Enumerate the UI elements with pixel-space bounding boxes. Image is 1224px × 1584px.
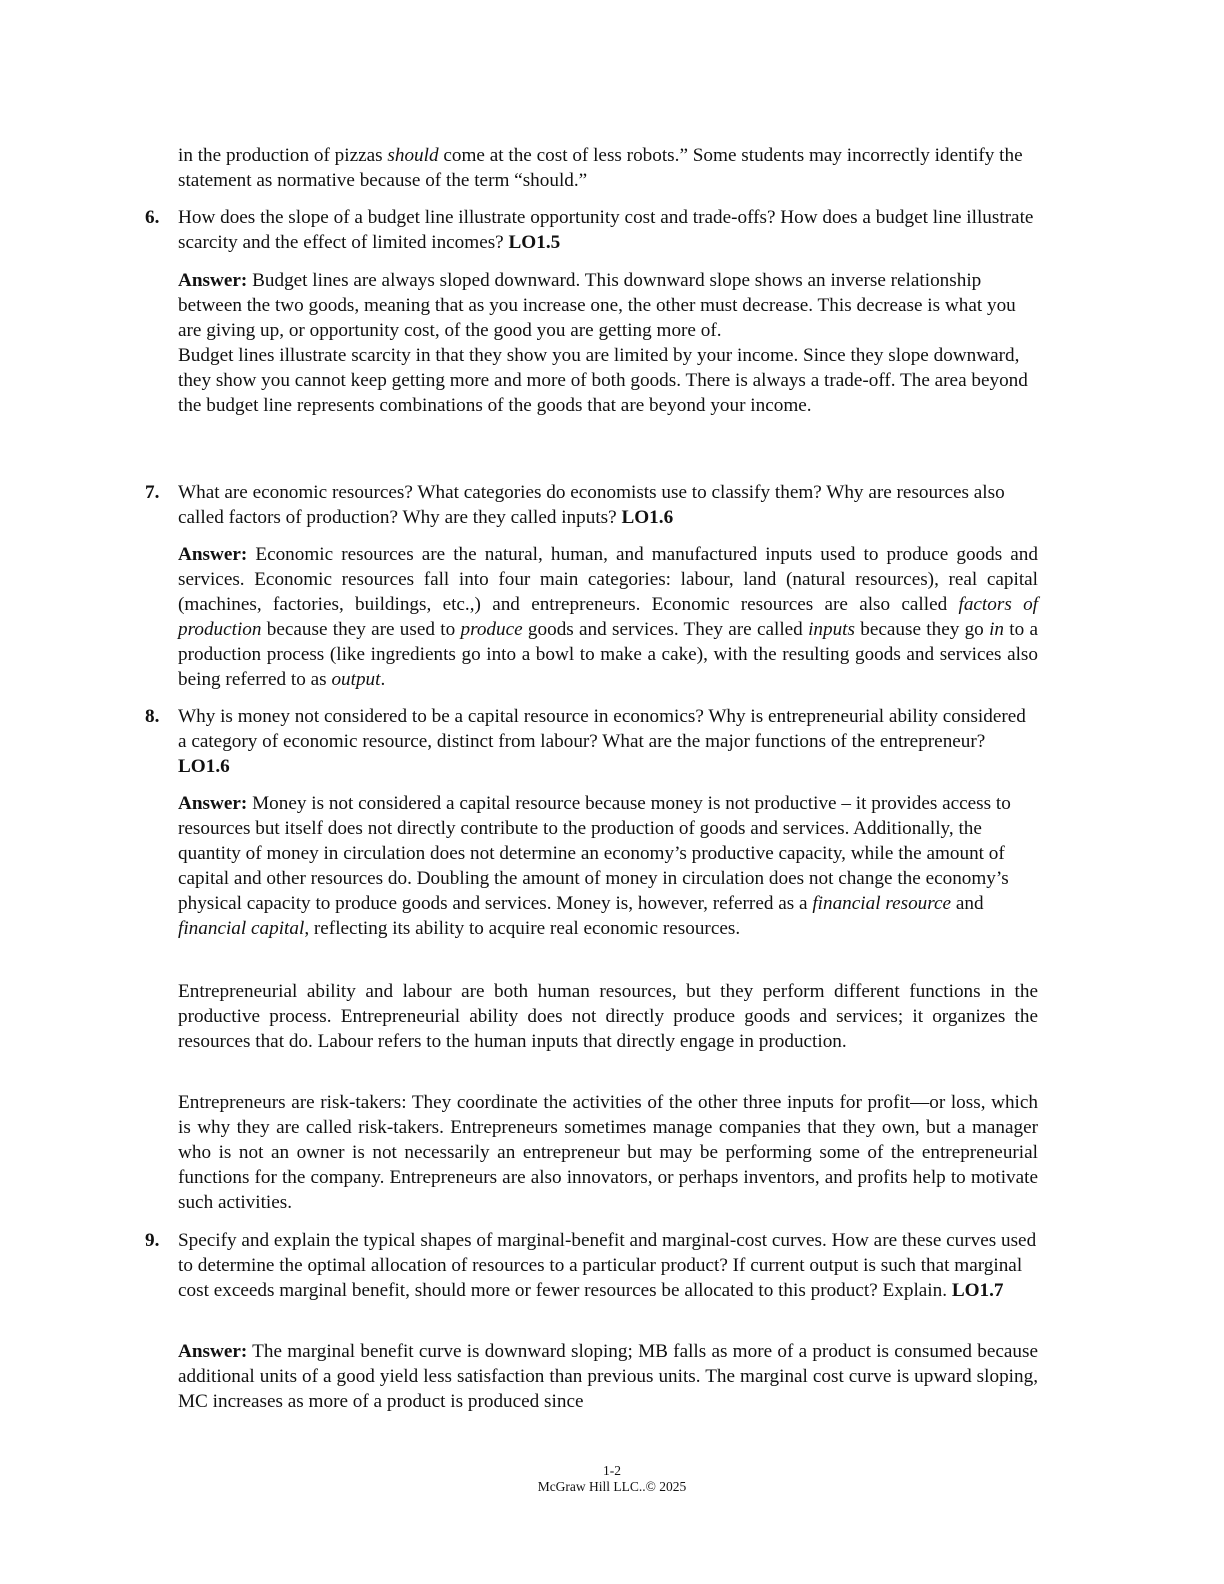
answer-6: [178, 268, 1038, 418]
learning-objective: LO1.7: [951, 1280, 1004, 1301]
answer-label: Answer:: [178, 793, 248, 814]
answer-8: [178, 791, 1038, 941]
question-text: How does the slope of a budget line illustrate opportunity cost and trade-offs? How does a budget line illustrate scarcity and the effect of limited incomes? LO1.5: [178, 207, 1034, 253]
answer-label: Answer:: [178, 544, 248, 565]
question-8: [145, 704, 1038, 779]
question-number: 9.: [145, 1230, 160, 1251]
answer-9: [178, 1339, 1038, 1414]
question-number: 8.: [145, 706, 160, 727]
question-number: 7.: [145, 482, 160, 503]
learning-objective: LO1.5: [508, 232, 561, 253]
question-6: [145, 205, 1038, 255]
copyright-notice: McGraw Hill LLC..© 2025: [537, 1479, 687, 1494]
learning-objective: LO1.6: [178, 756, 230, 777]
answer-label: Answer:: [178, 1341, 248, 1362]
continued-answer-text: in the production of pizzas should come at the cost of less robots.” Some students may incorrectly identify the statement as normative because of the term “should.”: [178, 145, 1023, 191]
question-number: 6.: [145, 207, 160, 228]
question-7: [145, 480, 1038, 530]
emphasis-should: should: [387, 145, 439, 166]
answer-7: [178, 542, 1038, 692]
answer-8-paragraph-2: Entrepreneurial ability and labour are both human resources, but they perform different functions in the productive process. Entrepreneurial ability does not directly produce goods and services; it organizes the resources that do. Labour refers to the human inputs that directly engage in production.: [178, 981, 1038, 1052]
answer-paragraph: Answer: Money is not considered a capital resource because money is not productive – it provides access to resources but itself does not directly contribute to the production of goods and services. Additionally, the quantity of money in circulation does not determine an economy’s productive capacity, while the amount of capital and other resources do. Doubling the amount of money in circulation does not change the economy’s physical capacity to produce goods and services. Money is, however, referred as a financial resource and financial capital, reflecting its ability to acquire real economic resources.: [178, 793, 1011, 939]
learning-objective: LO1.6: [621, 507, 674, 528]
answer-paragraph: Answer: The marginal benefit curve is downward sloping; MB falls as more of a product is consumed because additional units of a good yield less satisfaction than previous units. The marginal cost curve is upward sloping, MC increases as more of a product is produced since: [178, 1341, 1038, 1412]
question-9: [145, 1228, 1038, 1303]
question-text: What are economic resources? What categories do economists use to classify them? Why are resources also called factors of production? Why are they called inputs? LO1.6: [178, 482, 1005, 528]
page-number: 1-2: [603, 1463, 621, 1478]
answer-paragraph: Answer: Budget lines are always sloped downward. This downward slope shows an inverse relationship between the two goods, meaning that as you increase one, the other must decrease. This decrease is what you are giving up, or opportunity cost, of the good you are getting more of.: [178, 270, 1016, 341]
answer-paragraph: Answer: Economic resources are the natural, human, and manufactured inputs used to produce goods and services. Economic resources fall into four main categories: labour, land (natural resources), real capital (machines, factories, buildings, etc.,) and entrepreneurs. Economic resources are also called factors of production because they are used to produce goods and services. They are called inputs because they go in to a production process (like ingredients go into a bowl to make a cake), with the resulting goods and services also being referred to as output.: [178, 544, 1039, 690]
question-text: Why is money not considered to be a capital resource in economics? Why is entrepreneurial ability considered a category of economic resource, distinct from labour? What are the major functions of the entrepreneur? LO1.6: [178, 706, 1026, 777]
page-footer: [0, 1463, 1224, 1495]
answer-paragraph: Budget lines illustrate scarcity in that they show you are limited by your income. Since they slope downward, they show you cannot keep getting more and more of both goods. There is always a trade-off. The area beyond the budget line represents combinations of the goods that are beyond your income.: [178, 345, 1028, 416]
answer-8-paragraph-3: Entrepreneurs are risk-takers: They coordinate the activities of the other three inputs for profit—or loss, which is why they are called risk-takers. Entrepreneurs sometimes manage companies that they own, but a manager who is not an owner is not necessarily an entrepreneur but may be performing some of the entrepreneurial functions for the company. Entrepreneurs are also innovators, or perhaps inventors, and profits help to motivate such activities.: [178, 1092, 1038, 1213]
question-text: Specify and explain the typical shapes of marginal-benefit and marginal-cost curves. How are these curves used to determine the optimal allocation of resources to a particular product? If current output is such that marginal cost exceeds marginal benefit, should more or fewer resources be allocated to this product? Explain. LO1.7: [178, 1230, 1037, 1301]
answer-label: Answer:: [178, 270, 248, 291]
